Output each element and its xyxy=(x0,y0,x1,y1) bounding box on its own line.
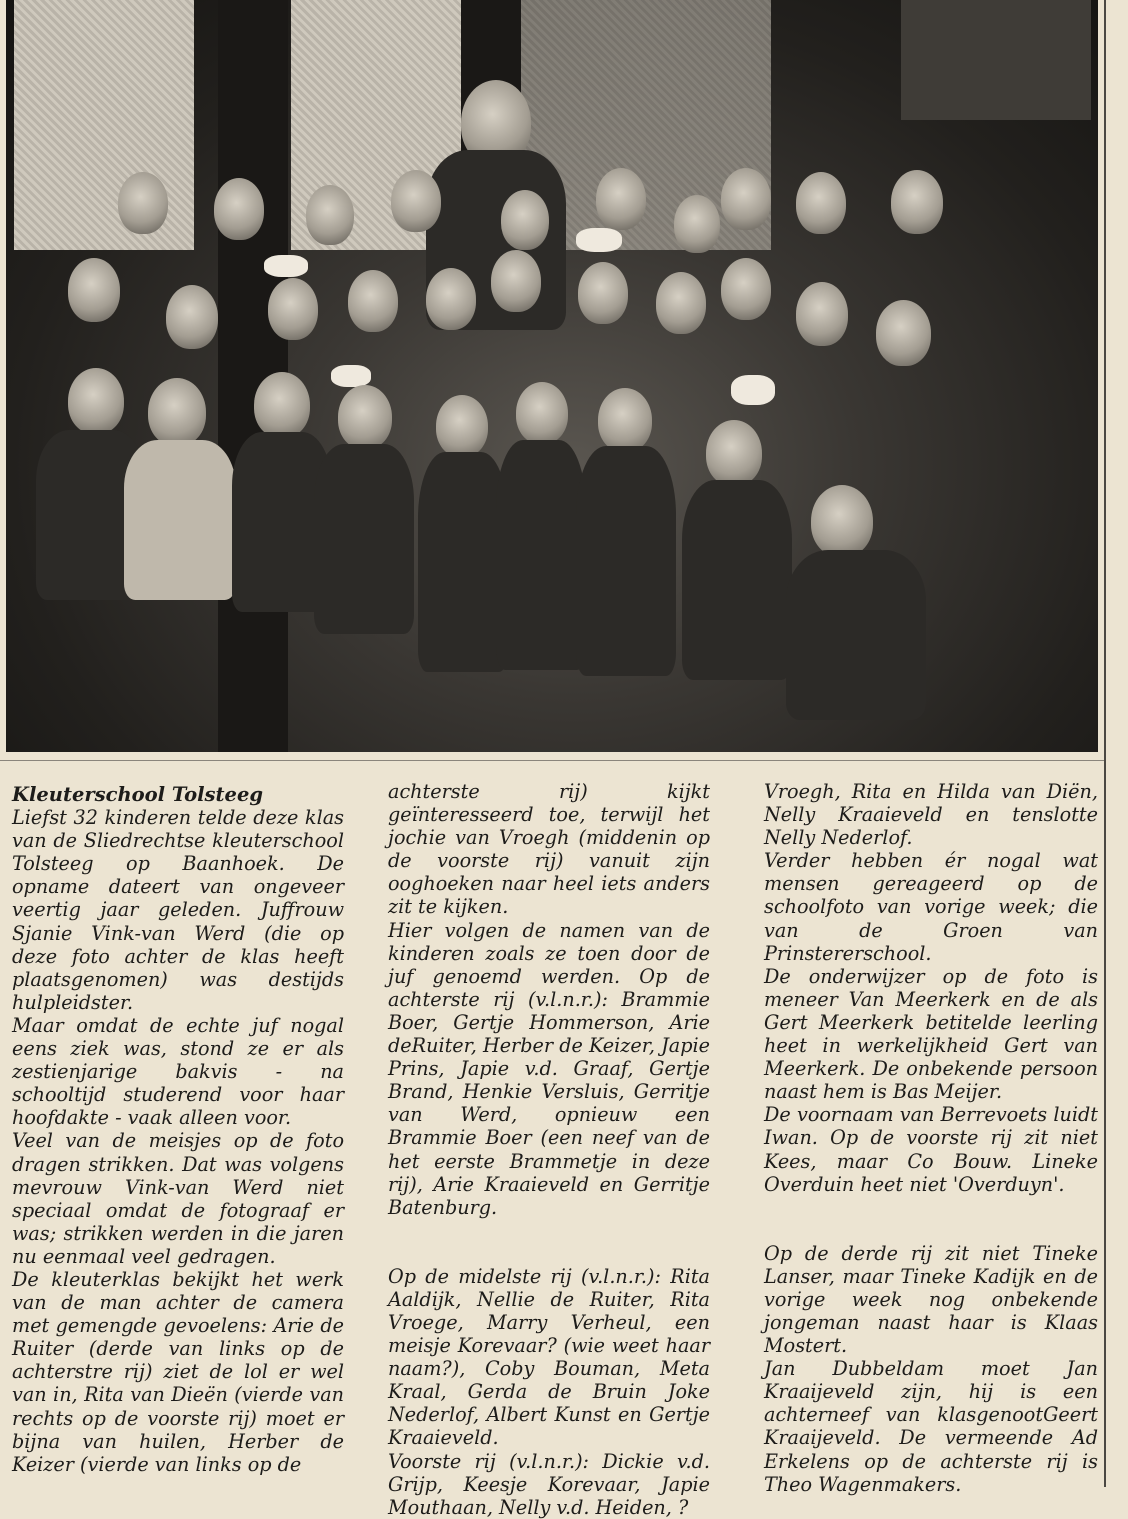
child xyxy=(148,378,206,446)
child xyxy=(491,250,541,312)
child-body xyxy=(496,440,586,670)
child xyxy=(656,272,706,334)
article-column-1 xyxy=(12,783,344,1476)
child-body xyxy=(786,550,926,720)
article-column-2 xyxy=(388,780,710,1519)
child xyxy=(796,282,848,346)
child-body xyxy=(682,480,792,680)
child xyxy=(338,385,392,449)
paragraph: De voornaam van Berrevoets luidt Iwan. Op de voorste rij zit niet Kees, maar Co Bouw. Lineke Overduin heet niet 'Overduyn'. xyxy=(764,1103,1098,1196)
child xyxy=(721,258,771,320)
hair-bow xyxy=(576,228,622,252)
child xyxy=(796,172,846,234)
child xyxy=(721,168,771,230)
child xyxy=(426,268,476,330)
child xyxy=(306,185,354,245)
paragraph: Vroegh, Rita en Hilda van Diën, Nelly Kraaieveld en tenslotte Nelly Nederlof. xyxy=(764,780,1098,850)
paragraph: Veel van de meisjes op de foto dragen strikken. Dat was volgens mevrouw Vink-van Werd niet speciaal omdat de fotograaf er was; strikken werden in die jaren nu eenmaal veel gedragen. xyxy=(12,1129,344,1268)
child xyxy=(516,382,568,444)
child xyxy=(674,195,720,253)
child xyxy=(891,170,943,234)
paragraph: De onderwijzer op de foto is meneer Van Meerkerk en de als Gert Meerkerk betitelde leerling heet in werkelijkheid Gert van Meerkerk. De onbekende persoon naast hem is Bas Meijer. xyxy=(764,964,1098,1104)
child-body xyxy=(418,452,508,672)
child xyxy=(501,190,549,250)
child xyxy=(578,262,628,324)
paragraph: De kleuterklas bekijkt het werk van de man achter de camera met gemengde gevoelens: Arie de Ruiter (derde van links op de achterstre rij) ziet de lol er wel van in, Rita van Dieën (vierde van rechts op de voorste rij) moet er bijna van huilen, Herber de Keizer (vierde van links op de xyxy=(12,1267,344,1476)
paragraph: Op de midelste rij (v.l.n.r.): Rita Aaldijk, Nellie de Ruiter, Rita Vroege, Marry Verheul, een meisje Korevaar? (wie weet haar naam?), Coby Bouman, Meta Kraal, Gerda de Bruin Joke Nederlof, Albert Kunst en Gertje Kraaieveld. xyxy=(388,1264,710,1450)
child xyxy=(268,278,318,340)
paragraph: Verder hebben ér nogal wat mensen gereageerd op de schoolfoto van vorige week; die van de Groen van Prinstererschool. xyxy=(764,849,1098,965)
child xyxy=(391,170,441,232)
divider-line xyxy=(0,760,1104,761)
wall-panel xyxy=(901,0,1091,120)
child xyxy=(811,485,873,557)
paragraph: Maar omdat de echte juf nogal eens ziek was, stond ze er als zestienjarige bakvis - na schooltijd studerend voor haar hoofdakte - vaak alleen voor. xyxy=(12,1013,344,1130)
child xyxy=(214,178,264,240)
child xyxy=(348,270,398,332)
child-body xyxy=(314,444,414,634)
paragraph: Voorste rij (v.l.n.r.): Dickie v.d. Grijp, Keesje Korevaar, Japie Mouthaan, Nelly v.d. Heiden, ? xyxy=(388,1449,710,1519)
child xyxy=(68,368,124,434)
article-column-3 xyxy=(764,780,1098,1496)
child xyxy=(596,168,646,230)
child xyxy=(68,258,120,322)
child xyxy=(598,388,652,452)
article-headline: Kleuterschool Tolsteeg xyxy=(12,783,263,806)
paragraph: Hier volgen de namen van de kinderen zoals ze toen door de juf genoemd werden. Op de achterste rij (v.l.n.r.): Brammie Boer, Gertje Hommerson, Arie deRuiter, Herber de Keizer, Japie Prins, Japie v.d. Graaf, Gertje Brand, Henkie Versluis, Gerritje van Werd, opnieuw een Brammie Boer (een neef van de het eerste Brammetje in deze rij), Arie Kraaieveld en Gerritje Batenburg. xyxy=(388,918,710,1219)
child xyxy=(166,285,218,349)
child-body xyxy=(576,446,676,676)
child-body xyxy=(124,440,236,600)
hair-bow xyxy=(731,375,775,405)
paragraph: Op de derde rij zit niet Tineke Lanser, maar Tineke Kadijk en de vorige week nog onbekende jongeman naast haar is Klaas Mostert. xyxy=(764,1241,1098,1358)
column-rule xyxy=(1104,0,1106,1487)
child xyxy=(876,300,931,366)
hair-bow xyxy=(264,255,308,277)
paragraph: Liefst 32 kinderen telde deze klas van de Sliedrechtse kleuterschool Tolsteeg op Baanhoek. De opname dateert van ongeveer veertig jaar geleden. Juffrouw Sjanie Vink-van Werd (die op deze foto achter de klas heeft plaatsgenomen) was destijds hulpleidster. xyxy=(12,806,344,1014)
class-photo xyxy=(6,0,1098,752)
paragraph: achterste rij) kijkt geïnteresseerd toe, terwijl het jochie van Vroegh (middenin op de voorste rij) vanuit zijn ooghoeken naar heel iets anders zit te kijken. xyxy=(388,780,710,919)
child xyxy=(436,395,488,457)
paragraph: Jan Dubbeldam moet Jan Kraaijeveld zijn, hij is een achterneef van klasgenootGeert Kraaijeveld. De vermeende Ad Erkelens op de achterste rij is Theo Wagenmakers. xyxy=(764,1357,1098,1496)
child xyxy=(118,172,168,234)
hair-bow xyxy=(331,365,371,387)
child xyxy=(254,372,310,438)
child xyxy=(706,420,762,486)
